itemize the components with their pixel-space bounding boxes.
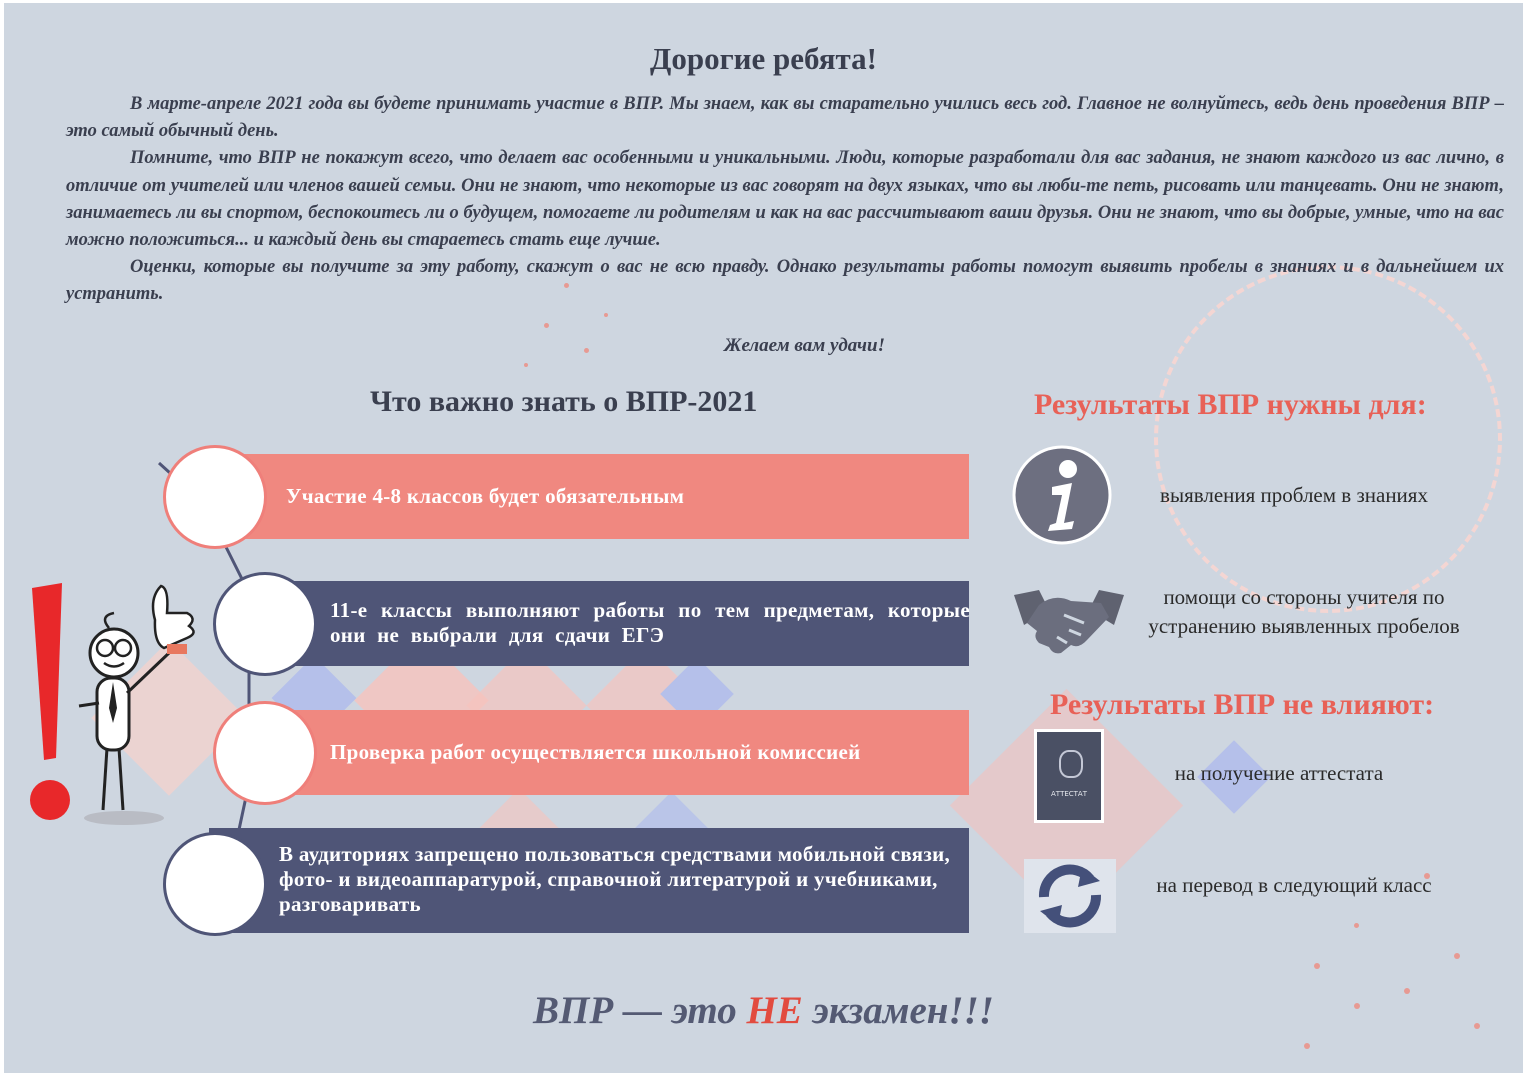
fact-marker-1: [163, 445, 267, 549]
footer-slogan: [4, 988, 1523, 1033]
needed-text-2: помощи со стороны учителя по устранению выявленных пробелов: [1148, 585, 1460, 638]
fact-band-1: [209, 454, 969, 539]
handshake-icon: [1009, 585, 1129, 665]
letter-wish: Желаем вам удачи!: [724, 335, 885, 356]
fact-text-4: В аудиториях запрещено пользоваться средствами мобильной связи, фото- и видеоаппаратурой, справочной литературой и учебниками, разговаривать: [279, 842, 951, 916]
poster: [4, 3, 1523, 1073]
fact-band-4: [209, 828, 969, 933]
info-icon: [1012, 445, 1112, 545]
needed-text-1: выявления проблем в знаниях: [1160, 483, 1428, 507]
certificate-label: АТТЕСТАТ: [1051, 790, 1087, 798]
fact-text-2: 11-е классы выполняют работы по тем предметам, которые они не выбрали для сдачи ЕГЭ: [330, 598, 970, 647]
fact-text-3: Проверка работ осуществляется школьной комиссией: [330, 740, 861, 764]
not-affect-text-1: на получение аттестата: [1174, 761, 1384, 785]
page-title: Дорогие ребята!: [650, 41, 877, 76]
facts-heading: Что важно знать о ВПР-2021: [370, 385, 758, 418]
footer-part-1: ВПР — это: [533, 989, 747, 1032]
fact-marker-4: [163, 832, 267, 936]
letter-paragraph-3: Оценки, которые вы получите за эту работу, скажут о вас не всю правду. Однако результаты работы помогут выявить пробелы в знаниях и в дальнейшем их устранить.: [66, 257, 1504, 305]
certificate-icon: [1034, 729, 1104, 823]
not-affect-heading: Результаты ВПР не влияют:: [1050, 688, 1435, 721]
fact-marker-3: [213, 701, 317, 805]
footer-part-3: экзамен!!!: [802, 989, 994, 1032]
footer-emphasis: НЕ: [746, 989, 803, 1032]
refresh-icon: [1024, 859, 1116, 933]
letter-paragraph-2: Помните, что ВПР не покажут всего, что делает вас особенными и уникальными. Люди, которые разработали для вас задания, не знают каждого из вас лично, в отличие от учителей или членов вашей семьи. Они не знают, что некоторые из вас говорят на двух языках, что вы люби-те петь, рисовать или танцевать. Они не знают, занимаетесь ли вы спортом, беспокоитесь ли о будущем, помогаете ли родителям и как на вас рассчитывают ваши друзья. Они не знают, что вы добрые, умные, что на вас можно положиться... и каждый день вы стараетесь стать еще лучше.: [66, 148, 1504, 251]
letter-paragraph-1: В марте-апреле 2021 года вы будете принимать участие в ВПР. Мы знаем, как вы старательно учились весь год. Главное не волнуйтесь, ведь день проведения ВПР – это самый обычный день.: [66, 94, 1504, 142]
needed-heading: Результаты ВПР нужны для:: [1034, 388, 1427, 421]
fact-band-3: [256, 710, 969, 795]
fact-band-2: [256, 581, 969, 666]
not-affect-text-2: на перевод в следующий класс: [1156, 873, 1432, 897]
fact-text-1: Участие 4-8 классов будет обязательным: [286, 484, 685, 508]
fact-marker-2: [213, 572, 317, 676]
stick-figure-icon: [69, 578, 219, 833]
